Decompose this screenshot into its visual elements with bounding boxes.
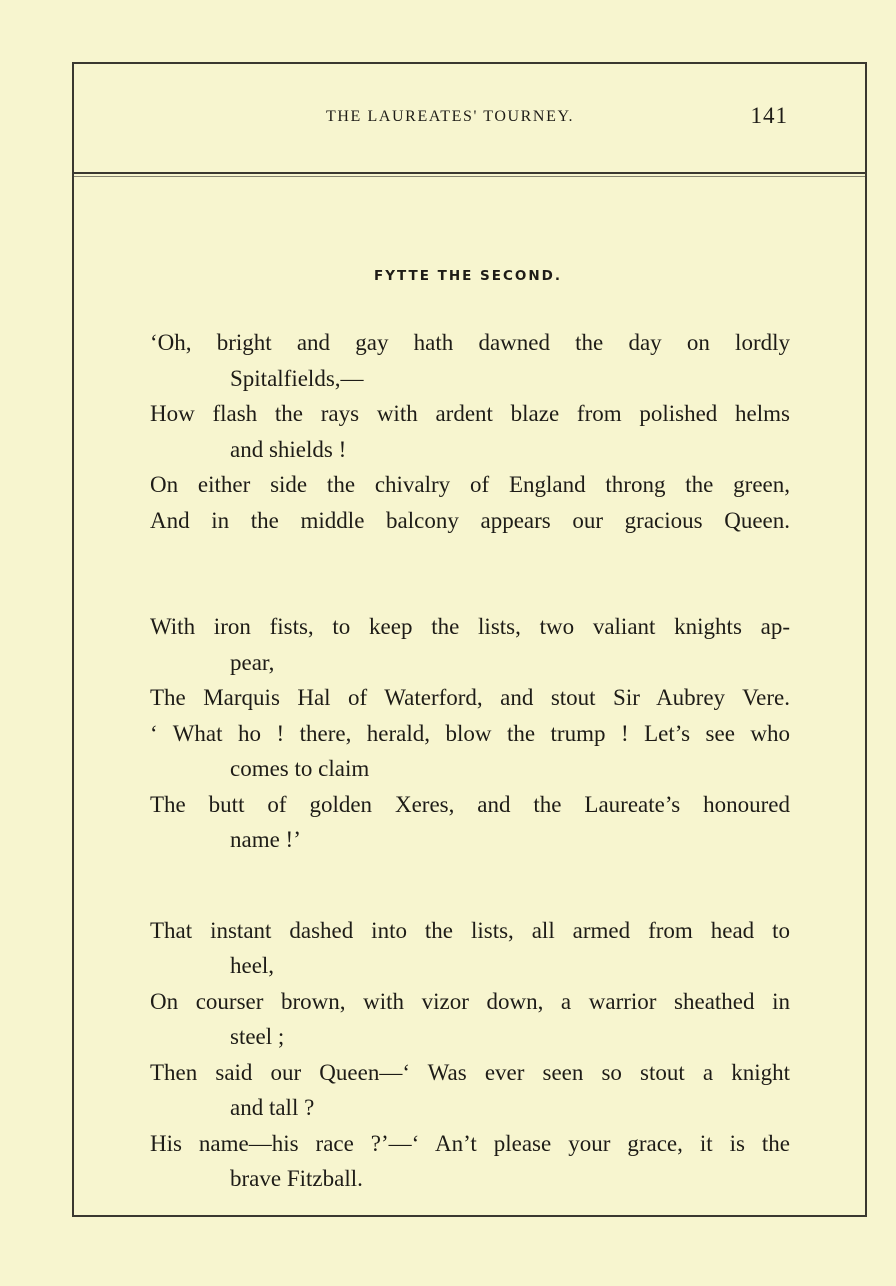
verse-line-continuation: steel ; (230, 1024, 285, 1049)
stanza-2 (150, 609, 790, 858)
verse-line: ‘ What ho ! there, herald, blow the trump ! Let’s see who (150, 720, 790, 746)
verse-line: With iron fists, to keep the lists, two valiant knights ap- (150, 614, 790, 639)
frame-bottom-rule (72, 1215, 867, 1217)
stanza-3 (150, 913, 790, 1197)
verse-line-continuation: name !’ (230, 827, 301, 852)
verse-line: The Marquis Hal of Waterford, and stout Sir Aubrey Vere. (150, 685, 790, 710)
poem-body (150, 325, 790, 1197)
verse-line: On either side the chivalry of England throng the green, (150, 472, 790, 497)
verse-line: On courser brown, with vizor down, a warrior sheathed in (150, 988, 790, 1014)
verse-line: The butt of golden Xeres, and the Laureate’s honoured (150, 791, 790, 817)
verse-line-continuation: pear, (230, 649, 275, 675)
header-bottom-rule (72, 172, 867, 174)
frame-top-rule (74, 62, 867, 64)
stanza-1 (150, 325, 790, 538)
section-heading: FYTTE THE SECOND. (373, 268, 563, 284)
verse-line: And in the middle balcony appears our gracious Queen. (150, 507, 790, 533)
verse-line-continuation: comes to claim (230, 756, 370, 781)
verse-line: That instant dashed into the lists, all armed from head to (150, 917, 790, 943)
verse-line: Then said our Queen—‘ Was ever seen so stout a knight (150, 1059, 790, 1085)
header-bottom-rule-inner (72, 176, 867, 177)
stanza-break (150, 538, 790, 609)
verse-line: His name—his race ?’—‘ An’t please your grace, it is the (150, 1130, 790, 1156)
verse-line: How flash the rays with ardent blaze from polished helms (150, 401, 790, 426)
verse-line-continuation: brave Fitzball. (230, 1166, 363, 1191)
frame-right-rule (865, 62, 867, 1216)
frame-left-rule (72, 62, 74, 1216)
verse-line-continuation: heel, (230, 953, 275, 978)
verse-line-continuation: and tall ? (230, 1095, 315, 1120)
verse-line-continuation: Spitalfields,— (230, 365, 364, 391)
running-title: THE LAUREATES' TOURNEY. (326, 108, 575, 125)
verse-line: ‘Oh, bright and gay hath dawned the day on lordly (150, 330, 790, 355)
page-number: 141 (750, 103, 788, 128)
verse-line-continuation: and shields ! (230, 436, 347, 462)
stanza-break (150, 858, 790, 913)
